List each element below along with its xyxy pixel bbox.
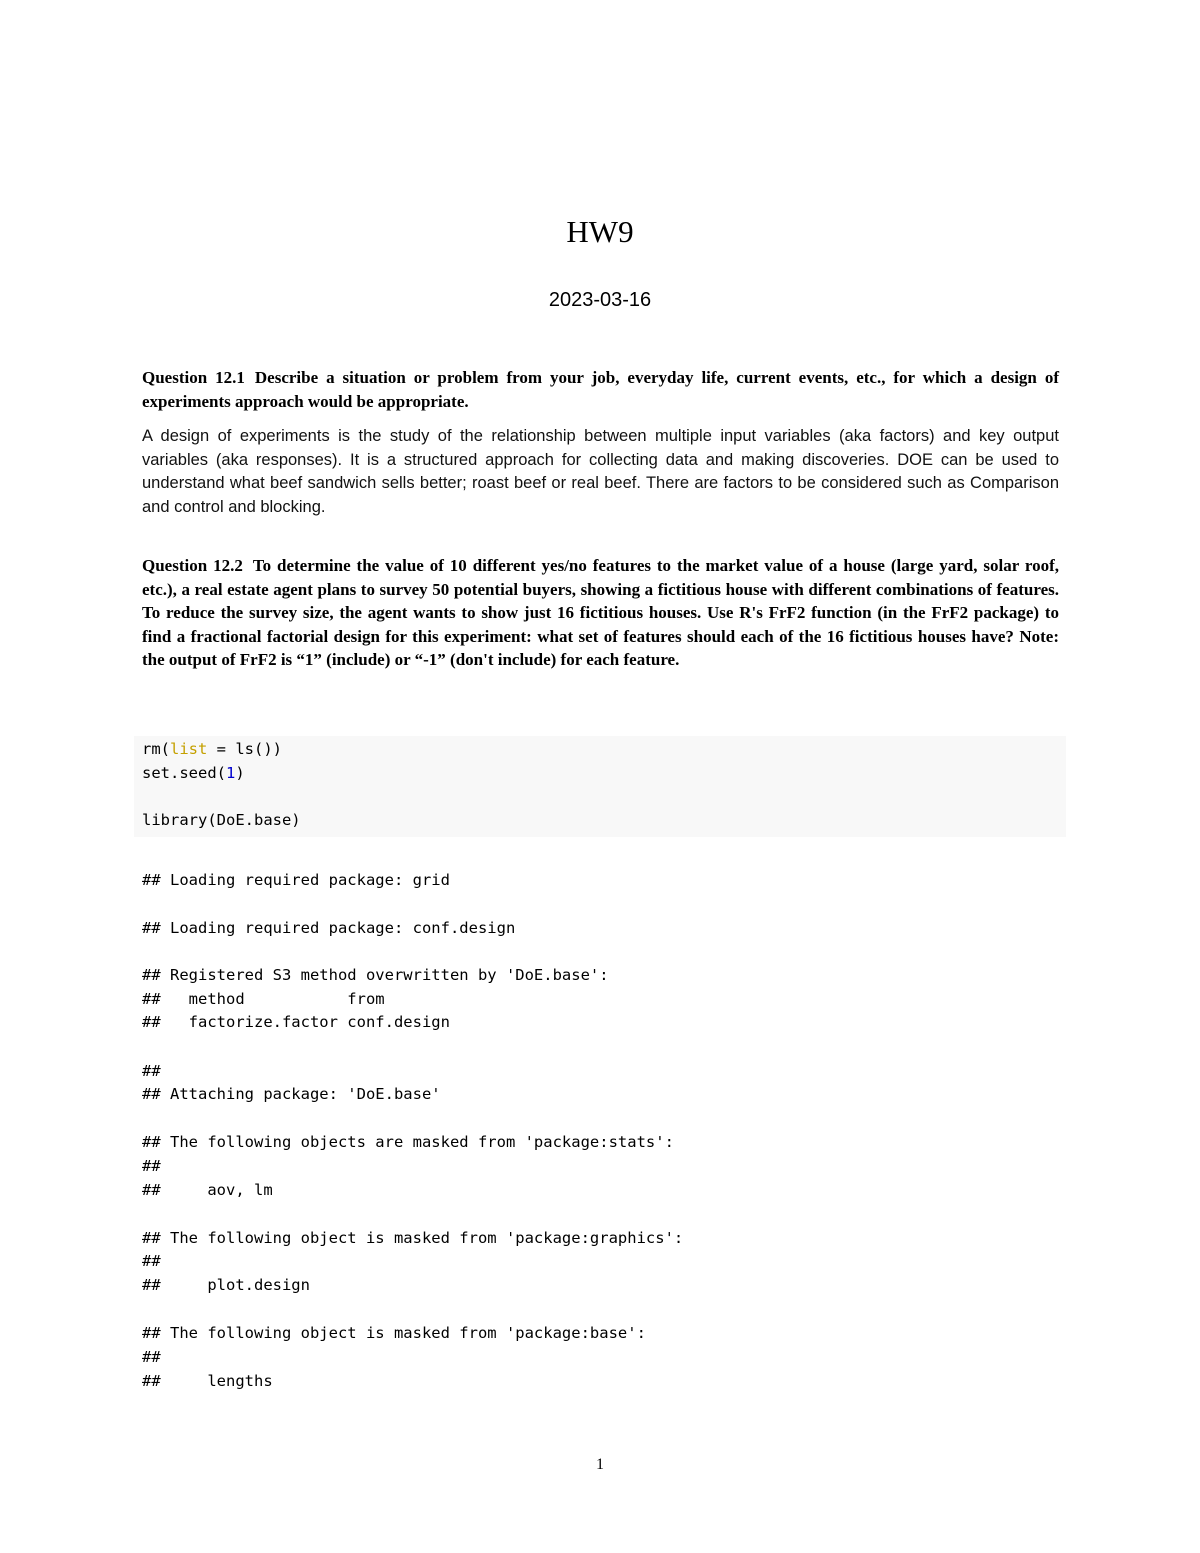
- code-token: = ls()): [207, 740, 282, 758]
- question-12-1: [142, 366, 1059, 413]
- code-number-token: 1: [226, 764, 236, 782]
- code-token: rm(: [142, 740, 170, 758]
- output-line: ## aov, lm: [142, 1181, 273, 1199]
- output-line: ##: [142, 1062, 161, 1080]
- question-prompt: To determine the value of 10 different yes/no features to the market value of a house (large yard, solar roof, etc.), a real estate agent plans to survey 50 potential buyers, showing a fictitious house with different combinations of features. To reduce the survey size, the agent wants to show just 16 fictitious houses. Use R's FrF2 function (in the FrF2 package) to find a fractional factorial design for this experiment: what set of features should each of the 16 fictitious houses have? Note: the output of FrF2 is “1” (include) or “-1” (don't include) for each feature.: [142, 556, 1059, 669]
- question-12-2: [142, 554, 1059, 672]
- output-line: ## Attaching package: 'DoE.base': [142, 1085, 441, 1103]
- output-line: ##: [142, 1157, 161, 1175]
- output-line: ## Loading required package: conf.design: [142, 919, 516, 937]
- code-line: [142, 762, 245, 784]
- output-line: ## lengths: [142, 1372, 273, 1390]
- code-token: set.seed(: [142, 764, 226, 782]
- page-number: 1: [596, 1456, 604, 1473]
- output-line: ## Loading required package: grid: [142, 871, 450, 889]
- code-line: library(DoE.base): [142, 811, 301, 829]
- output-line: ## method from: [142, 990, 385, 1008]
- code-arg-token: list: [170, 740, 208, 758]
- code-token: ): [235, 764, 245, 782]
- output-line: ## plot.design: [142, 1276, 310, 1294]
- output-line: ##: [142, 1348, 161, 1366]
- output-line: ## Registered S3 method overwritten by 'DoE.base':: [142, 966, 609, 984]
- output-line: ## The following object is masked from 'package:graphics':: [142, 1229, 684, 1247]
- question-prompt: Describe a situation or problem from your job, everyday life, current events, etc., for which a design of experiments approach would be appropriate.: [142, 368, 1059, 411]
- output-line: ## The following objects are masked from 'package:stats':: [142, 1133, 674, 1151]
- document-date: 2023-03-16: [548, 289, 652, 311]
- question-number: Question 12.1: [142, 368, 245, 387]
- answer-12-1: A design of experiments is the study of the relationship between multiple input variables (aka factors) and key output variables (aka responses). It is a structured approach for collecting data and making discoveries. DOE can be used to understand what beef sandwich sells better; roast beef or real beef. There are factors to be considered such as Comparison and control and blocking.: [142, 427, 1059, 516]
- code-line: [142, 738, 282, 760]
- question-number: Question 12.2: [142, 556, 243, 575]
- output-line: ##: [142, 1252, 161, 1270]
- output-line: ## factorize.factor conf.design: [142, 1013, 450, 1031]
- output-line: ## The following object is masked from 'package:base':: [142, 1324, 646, 1342]
- document-title: HW9: [566, 214, 634, 249]
